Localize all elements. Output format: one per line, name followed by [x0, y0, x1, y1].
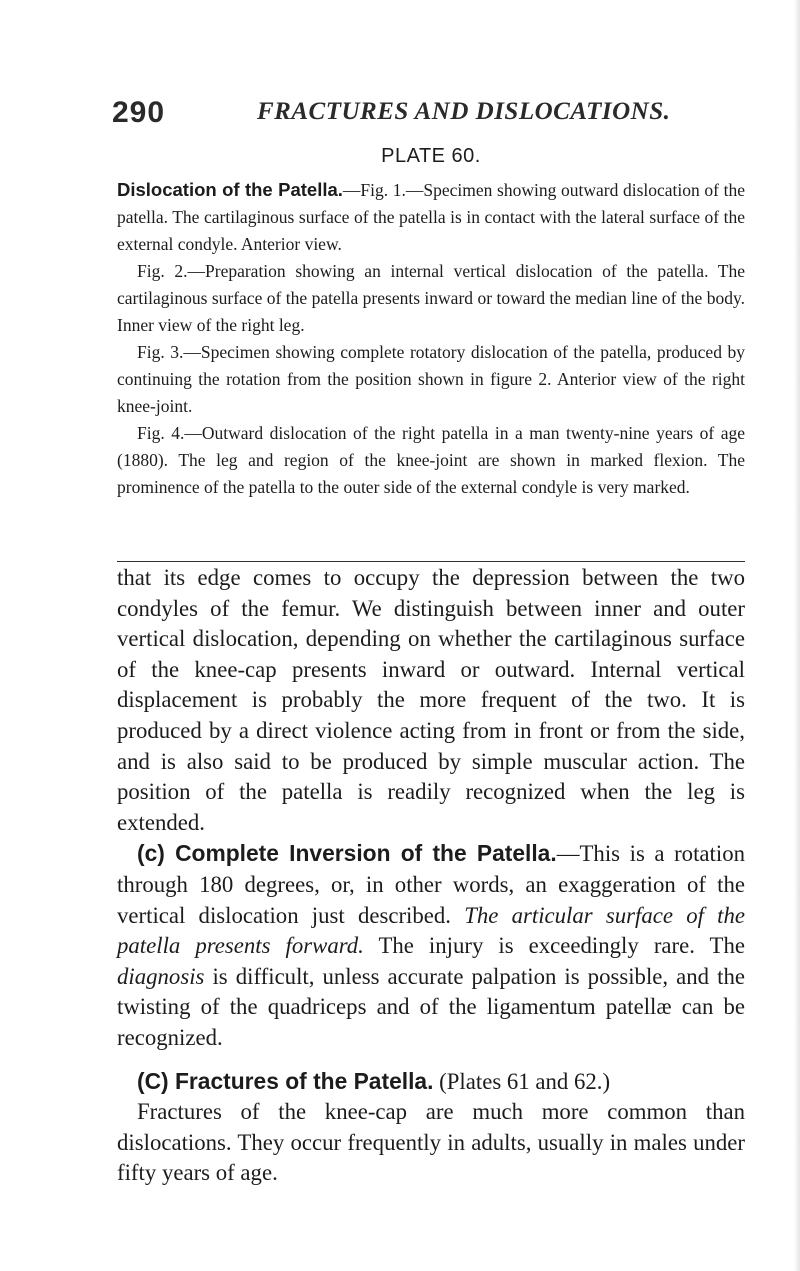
paragraph-vertical-dislocation: that its edge comes to occupy the depression between the two condyles of the femur. We distinguish between inner and outer vertical dislocation, depending on whether the cartilaginous surface of the knee-cap presents inward or outward. Internal vertical displacement is probably the more frequent of the two. It is produced by a direct violence acting from in front or from the side, and is also said to be produced by simple muscular action. The position of the patella is readily recognized when the leg is extended. [117, 565, 745, 835]
body-text [117, 563, 745, 1189]
paragraph-fractures: Fractures of the knee-cap are much more common than dislocations. They occur frequently in adults, usually in males under fifty years of age. [117, 1099, 745, 1186]
plate-caption-fig2: Fig. 2.—Preparation showing an internal vertical dislocation of the patella. The cartilaginous surface of the patella presents inward or toward the median line of the body. Inner view of the right leg. [117, 261, 745, 335]
plate-heading: PLATE 60. [381, 145, 481, 167]
italic-diagnosis: diagnosis [117, 963, 205, 989]
section-heading-fractures [117, 1066, 745, 1098]
fractures-heading: (C) Fractures of the Patella. [137, 1067, 434, 1094]
caption-divider [117, 561, 745, 562]
page-number: 290 [112, 96, 166, 129]
paragraph-complete-inversion: (c) Complete Inversion of the Patella.—This is a rotation through 180 degrees, or, in other words, an exaggeration of the vertical dislocation just described. The articular surface of the patella presents forward. The injury is exceedingly rare. The diagnosis is difficult, unless accurate palpation is possible, and the twisting of the quadriceps and of the ligamentum patellæ can be recognized. [117, 840, 745, 1050]
plate-caption-fig3: Fig. 3.—Specimen showing complete rotatory dislocation of the patella, produced by continuing the rotation from the position shown in figure 2. Anterior view of the right knee-joint. [117, 342, 745, 416]
plate-caption-block [117, 145, 745, 501]
plates-reference: (Plates 61 and 62.) [439, 1068, 611, 1094]
plate-caption-fig1 [117, 176, 745, 258]
italic-articular-surface: The articular surface of the patella presents forward. [117, 902, 745, 959]
inversion-heading: (c) Complete Inversion of the Patella. [137, 840, 557, 867]
plate-caption-fig4: Fig. 4.—Outward dislocation of the right patella in a man twenty-nine years of age (1880). The leg and region of the knee-joint are shown in marked flexion. The prominence of the patella to the outer side of the external condyle is very marked. [117, 423, 745, 497]
page-edge-shadow [794, 0, 800, 1271]
running-title: FRACTURES AND DISLOCATIONS. [257, 98, 671, 125]
running-head [112, 96, 752, 136]
plate-title: Dislocation of the Patella. [117, 179, 343, 200]
fig1-text: —Fig. 1.—Specimen showing outward dislocation of the patella. The cartilaginous surface of the patella is in contact with the lateral surface of the external condyle. Anterior view. [117, 180, 745, 254]
